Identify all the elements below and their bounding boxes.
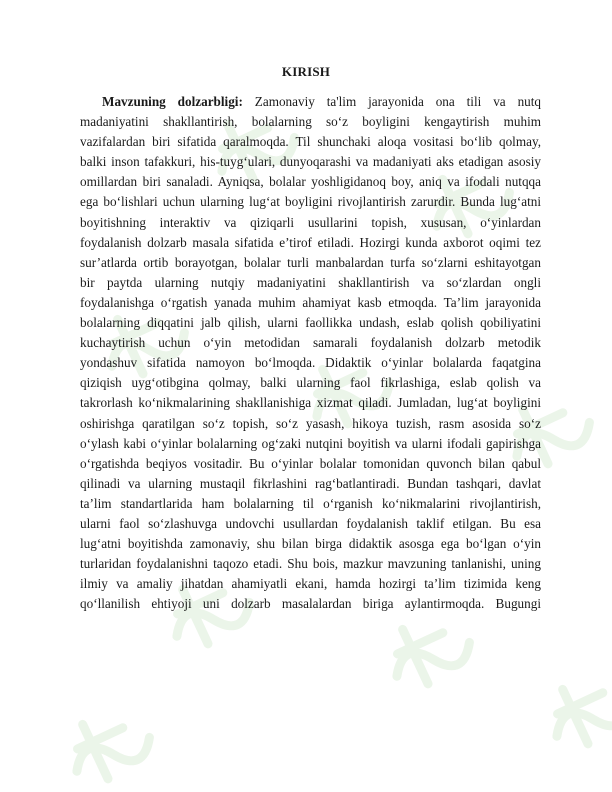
paragraph-line: foydalanish dolzarb masala sifatida e’tirof etiladi. Hozirgi kunda axborot oqimi tez (80, 234, 541, 250)
paragraph-line: ilmiy va amaliy jihatdan ahamiyatli ekani, hamda hozirgi ta’lim tizimida keng (80, 576, 541, 592)
lead-phrase: Mavzuning dolzarbligi: (102, 94, 243, 109)
paragraph-line: bolalarning diqqatini jalb qilish, ularni faollikka undash, eslab qolish qobiliyatini (80, 315, 541, 331)
page-title: KIRISH (281, 64, 331, 79)
paragraph-line: sur’atlarda ortib borayotgan, bolalar turli manbalardan turfa so‘zlarni eshitayotgan (80, 254, 541, 270)
line-text: Zamonaviy ta'lim jarayonida ona tili va nutq (242, 94, 541, 109)
paragraph-line: madaniyatini shakllantirish, bolalarning so‘z boyligini kengaytirish muhim (80, 114, 541, 130)
paragraph-line: qiziqish uyg‘otibgina qolmay, balki ularning faol fikrlashiga, eslab qolish va (80, 375, 541, 391)
paragraph-line: ega bo‘lishlari uchun ularning lug‘at boyligini rivojlantirish zarurdir. Bunda lug‘atni (80, 194, 541, 210)
paragraph-line: o‘rgatishda beqiyos vositadir. Bu o‘yinlar bolalar tomonidan quvonch bilan qabul (80, 455, 541, 471)
paragraph-line: kuchaytirish uchun o‘yin metodidan samarali foydalanish dolzarb metodik (80, 335, 541, 351)
paragraph-line (80, 92, 541, 112)
paragraph-line: boyitishning interaktiv va qiziqarli usullarini topish, xususan, o‘yinlardan (80, 214, 541, 230)
paragraph-line: omillardan biri sanaladi. Ayniqsa, bolalar yoshligidanoq boy, aniq va ifodali nutqqa (80, 174, 541, 190)
paragraph-line: o‘ylash kabi o‘yinlar bolalarning og‘zaki nutqini boyitish va ularni ifodali gapirishga (80, 435, 541, 451)
paragraph-line: bir paytda ularning nutqiy madaniyatini shakllantirish va so‘zlardan ongli (80, 274, 541, 290)
paragraph-line: turlaridan foydalanishni taqozo etadi. Shu bois, mazkur mavzuning tanlanishi, uning (80, 556, 541, 572)
paragraph-line: foydalanishga o‘rgatish yanada muhim ahamiyat kasb etmoqda. Ta’lim jarayonida (80, 294, 541, 310)
paragraph-line: ta’lim standartlarida ham bolalarning til o‘rganish ko‘nikmalarini rivojlantirish, (80, 495, 541, 511)
paragraph-line: qo‘llanilish ehtiyoji uni dolzarb masalalardan biriga aylantirmoqda. Bugungi (80, 596, 541, 612)
paragraph-line: ularni faol so‘zlashuvga undovchi usullardan foydalanish taklif etilgan. Bu esa (80, 515, 541, 531)
watermark-logo-icon (540, 666, 612, 754)
paragraph-line: qilinadi va ularning mustaqil fikrlashini rag‘batlantiradi. Bundan tashqari, davlat (80, 475, 541, 491)
paragraph-line: yondashuv sifatida namoyon bo‘lmoqda. Didaktik o‘yinlar bolalarda faqatgina (80, 355, 541, 371)
paragraph-line: oshirishga qaratilgan so‘z topish, so‘z yasash, hikoya tuzish, rasm asosida so‘z (80, 415, 541, 431)
watermark-logo-icon (60, 701, 158, 789)
paragraph-line: lug‘atni boyitishda zamonaviy, shu bilan birga didaktik asosga ega bo‘lgan o‘yin (80, 536, 541, 552)
paragraph-line: takrorlash ko‘nikmalarining shakllanishiga xizmat qiladi. Jumladan, lug‘at boyligini (80, 395, 541, 411)
body-paragraph (80, 92, 541, 614)
watermark-logo-icon (380, 606, 478, 694)
paragraph-line: vazifalardan biri sifatida qaralmoqda. Til shunchaki aloqa vositasi bo‘lib qolmay, (80, 134, 541, 150)
paragraph-line: balki inson tafakkuri, his-tuyg‘ulari, dunyoqarashi va madaniyati aks etadigan asosiy (80, 154, 541, 170)
